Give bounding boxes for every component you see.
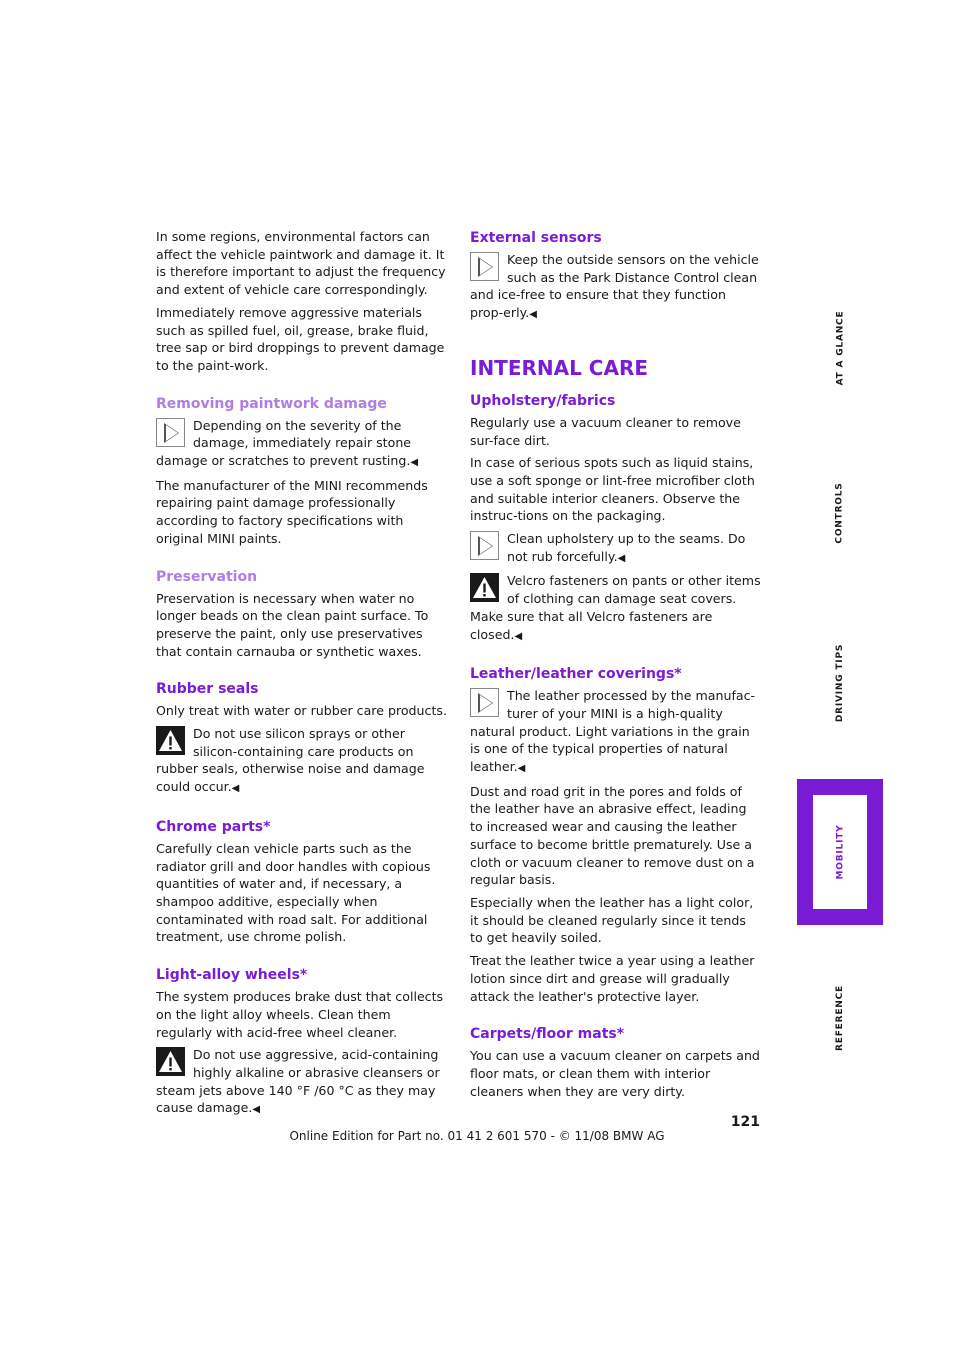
rubber-warning-text: Do not use silicon sprays or other silicon-containing care products on rubber seals, otherwise noise and damage could occur.	[156, 726, 425, 795]
upholstery-note-text: Clean upholstery up to the seams. Do not rub forcefully.	[507, 531, 746, 564]
leather-note	[470, 687, 762, 778]
note-play-icon	[470, 531, 499, 560]
tab-mobility[interactable]	[797, 779, 883, 925]
end-mark-icon: ◀	[517, 763, 526, 775]
carpets-paragraph: You can use a vacuum cleaner on carpets and floor mats, or clean them with interior cleaners when they are very dirty.	[470, 1048, 760, 1099]
wheels-paragraph: The system produces brake dust that collects on the light alloy wheels. Clean them regularly with acid-free wheel cleaner.	[156, 989, 444, 1040]
tab-label: AT A GLANCE	[835, 310, 845, 386]
tab-driving-tips[interactable]	[797, 623, 883, 743]
rubber-warning	[156, 725, 448, 798]
intro-paragraph-2: Immediately remove aggressive materials such as spilled fuel, oil, grease, brake fluid, tree sap or bird droppings to prevent damage to the paint-work.	[156, 304, 445, 373]
footer-text: Online Edition for Part no. 01 41 2 601 570 - © 11/08 BMW AG	[289, 1129, 665, 1143]
leather-paragraph-2: Especially when the leather has a light color, it should be cleaned regularly since it tends to get heavily soiled.	[470, 894, 754, 946]
tab-reference[interactable]	[797, 958, 883, 1078]
note-play-icon	[470, 688, 499, 717]
leather-note-text: The leather processed by the manufac-turer of your MINI is a high-quality natural product. Light variations in the grain is one of the typical properties of natural leather.	[470, 688, 756, 775]
note-play-icon	[156, 418, 185, 447]
removing-paintwork-heading: Removing paintwork damage	[156, 395, 387, 412]
upholstery-paragraph-2: In case of serious spots such as liquid stains, use a soft sponge or lint-free microfiber cloth and suitable interior cleaners. Observe the instruc-tions on the packaging.	[470, 455, 755, 524]
page-number: 121	[730, 1114, 760, 1130]
leather-paragraph-1: Dust and road grit in the pores and folds of the leather have an abrasive effect, leading to increased wear and causing the leather surface to become brittle prematurely. Use a cloth or vacuum cleaner to remove dust on a regular basis.	[470, 783, 755, 888]
upholstery-note	[470, 530, 762, 567]
paint-note-text: Depending on the severity of the damage, immediately repair stone damage or scratches to prevent rusting.	[156, 417, 412, 469]
preservation-paragraph: Preservation is necessary when water no longer beads on the clean paint surface. To preserve the paint, only use preservatives that contain carnauba or synthetic waxes.	[156, 590, 429, 659]
tab-label: MOBILITY	[835, 824, 845, 880]
carpets-heading: Carpets/floor mats*	[470, 1026, 625, 1043]
intro-paragraph-1: In some regions, environmental factors can affect the vehicle paintwork and damage it. It is therefore important to adjust the frequency and extent of vehicle care correspondingly.	[156, 229, 446, 298]
end-mark-icon: ◀	[252, 1104, 261, 1116]
wheels-warning	[156, 1046, 448, 1119]
upholstery-paragraph-1: Regularly use a vacuum cleaner to remove sur-face dirt.	[470, 414, 741, 448]
paint-paragraph: The manufacturer of the MINI recommends repairing paint damage professionally according to factory specifications with original MINI paints.	[156, 477, 428, 546]
tab-label: CONTROLS	[835, 482, 845, 544]
rubber-seals-heading: Rubber seals	[156, 681, 259, 698]
tab-at-a-glance[interactable]	[797, 288, 883, 408]
end-mark-icon: ◀	[529, 309, 537, 321]
warning-triangle-icon	[470, 573, 499, 602]
rubber-seals-paragraph: Only treat with water or rubber care products.	[156, 703, 447, 719]
tab-label: DRIVING TIPS	[834, 643, 845, 723]
end-mark-icon: ◀	[410, 457, 419, 469]
leather-heading: Leather/leather coverings*	[470, 666, 682, 683]
end-mark-icon: ◀	[514, 630, 523, 642]
end-mark-icon: ◀	[617, 552, 626, 564]
tab-label: REFERENCE	[835, 985, 845, 1051]
velcro-warning-text: Velcro fasteners on pants or other items of clothing can damage seat covers. Make sure that all Velcro fasteners are closed.	[470, 573, 761, 642]
right-column	[470, 228, 762, 1105]
external-sensors-heading: External sensors	[470, 230, 602, 246]
note-play-icon	[470, 252, 499, 281]
light-alloy-wheels-heading: Light-alloy wheels*	[156, 967, 308, 984]
end-mark-icon: ◀	[231, 783, 240, 795]
chrome-parts-heading: Chrome parts*	[156, 818, 271, 835]
velcro-warning	[470, 572, 762, 645]
warning-triangle-icon	[156, 726, 185, 755]
sensors-note	[470, 251, 762, 324]
leather-paragraph-3: Treat the leather twice a year using a leather lotion since dirt and grease will gradually attack the leather's protective layer.	[470, 953, 755, 1004]
tab-controls[interactable]	[797, 453, 883, 573]
left-column	[156, 228, 448, 1124]
preservation-heading: Preservation	[156, 568, 258, 585]
chrome-parts-paragraph: Carefully clean vehicle parts such as the radiator grill and door handles with copious quantities of water and, if necessary, a shampoo additive, especially when contaminated with road salt. For additional treatment, use chrome polish.	[156, 840, 431, 945]
wheels-warning-text: Do not use aggressive, acid-containing highly alkaline or abrasive cleansers or steam jets above 140 °F /60 °C as they may cause damage.	[156, 1047, 440, 1116]
internal-care-heading: INTERNAL CARE	[470, 355, 649, 380]
section-tabs	[797, 228, 883, 1068]
sensors-note-text: Keep the outside sensors on the vehicle such as the Park Distance Control clean and ice-free to ensure that they function prop-erly.	[470, 252, 759, 321]
warning-triangle-icon	[156, 1047, 185, 1076]
upholstery-heading: Upholstery/fabrics	[470, 392, 616, 409]
paint-note	[156, 417, 448, 472]
